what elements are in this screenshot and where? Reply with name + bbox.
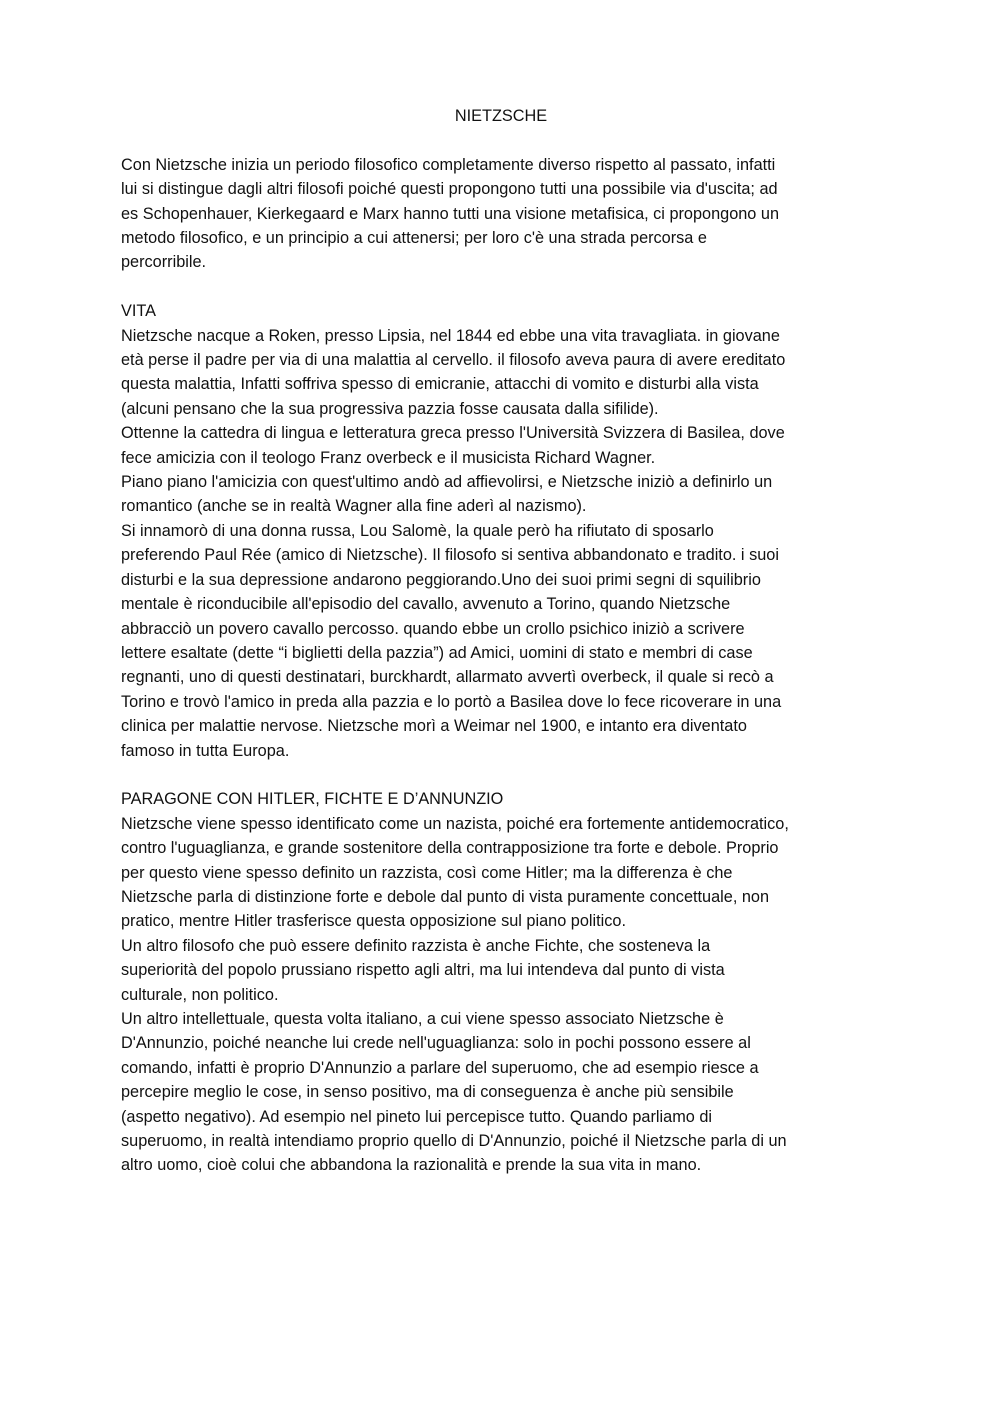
spacer	[121, 128, 881, 152]
vita-line: Si innamorò di una donna russa, Lou Salomè, la quale però ha rifiutato di sposarlo	[121, 521, 714, 540]
intro-line: Con Nietzsche inizia un periodo filosofico completamente diverso rispetto al passato, infatti	[121, 155, 776, 174]
paragone-line: Nietzsche parla di distinzione forte e debole dal punto di vista puramente concettuale, non	[121, 887, 770, 906]
vita-line: clinica per malattie nervose. Nietzsche morì a Weimar nel 1900, e intanto era diventato	[121, 717, 747, 736]
paragone-line: Nietzsche viene spesso identificato come un nazista, poiché era fortemente antidemocratico,	[121, 814, 789, 833]
vita-line: regnanti, uno di questi destinatari, burckhardt, allarmato avvertì overbeck, il quale si recò a	[121, 668, 774, 687]
vita-line: Nietzsche nacque a Roken, presso Lipsia, nel 1844 ed ebbe una vita travagliata. in giovane	[121, 326, 780, 345]
paragone-line: superuomo, in realtà intendiamo proprio quello di D'Annunzio, poiché il Nietzsche parla di un	[121, 1132, 787, 1151]
vita-line: preferendo Paul Rée (amico di Nietzsche). Il filosofo si sentiva abbandonato e tradito. i suoi	[121, 546, 779, 565]
vita-line: romantico (anche se in realtà Wagner alla fine aderì al nazismo).	[121, 497, 587, 516]
paragone-line: Un altro filosofo che può essere definito razzista è anche Fichte, che sosteneva la	[121, 936, 711, 955]
paragone-line: pratico, mentre Hitler trasferisce questa opposizione sul piano politico.	[121, 912, 626, 931]
vita-line: mentale è riconducibile all'episodio del cavallo, avvenuto a Torino, quando Nietzsche	[121, 595, 731, 614]
document-body	[121, 104, 881, 1178]
intro-paragraph	[121, 153, 881, 275]
intro-line: es Schopenhauer, Kierkegaard e Marx hanno tutti una visione metafisica, ci propongono un	[121, 204, 779, 223]
section-heading-paragone: PARAGONE CON HITLER, FICHTE E D’ANNUNZIO	[121, 790, 504, 809]
vita-line: abbracciò un povero cavallo percosso. quando ebbe un crollo psichico iniziò a scrivere	[121, 619, 745, 638]
paragone-line: Un altro intellettuale, questa volta italiano, a cui viene spesso associato Nietzsche è	[121, 1009, 724, 1028]
paragone-line: superiorità del popolo prussiano rispetto agli altri, ma lui intendeva dal punto di vista	[121, 961, 725, 980]
document-title: NIETZSCHE	[454, 107, 548, 125]
paragone-line: (aspetto negativo). Ad esempio nel pineto lui percepisce tutto. Quando parliamo di	[121, 1107, 713, 1126]
spacer	[121, 275, 881, 299]
vita-line: famoso in tutta Europa.	[121, 741, 290, 760]
intro-line: lui si distingue dagli altri filosofi poiché questi propongono tutti una possibile via d'uscita; ad	[121, 180, 778, 199]
spacer	[121, 763, 881, 787]
paragone-line: culturale, non politico.	[121, 985, 279, 1004]
vita-line: questa malattia, Infatti soffriva spesso di emicranie, attacchi di vomito e disturbi alla vista	[121, 375, 759, 394]
paragone-line: contro l'uguaglianza, e grande sostenitore della contrapposizione tra forte e debole. Proprio	[121, 839, 779, 858]
vita-line: lettere esaltate (dette “i biglietti della pazzia”) ad Amici, uomini di stato e membri di case	[121, 643, 753, 662]
paragone-paragraph	[121, 812, 881, 1178]
vita-line: Piano piano l'amicizia con quest'ultimo andò ad affievolirsi, e Nietzsche iniziò a definirlo un	[121, 473, 773, 492]
vita-line: (alcuni pensano che la sua progressiva pazzia fosse causata dalla sifilide).	[121, 399, 659, 418]
vita-line: Ottenne la cattedra di lingua e letteratura greca presso l'Università Svizzera di Basilea, dove	[121, 424, 785, 443]
intro-line: percorribile.	[121, 253, 207, 272]
vita-line: disturbi e la sua depressione andarono peggiorando.Uno dei suoi primi segni di squilibrio	[121, 570, 761, 589]
intro-line: metodo filosofico, e un principio a cui attenersi; per loro c'è una strada percorsa e	[121, 229, 707, 248]
paragone-line: percepire meglio le cose, in senso positivo, ma di conseguenza è anche più sensibile	[121, 1083, 734, 1102]
section-heading-vita: VITA	[121, 302, 156, 321]
paragone-line: D'Annunzio, poiché neanche lui crede nell'uguaglianza: solo in pochi possono essere al	[121, 1034, 751, 1053]
paragone-line: per questo viene spesso definito un razzista, così come Hitler; ma la differenza è che	[121, 863, 733, 882]
vita-paragraph	[121, 324, 881, 763]
vita-line: età perse il padre per via di una malattia al cervello. il filosofo aveva paura di avere ereditato	[121, 351, 786, 370]
paragone-line: altro uomo, cioè colui che abbandona la razionalità e prende la sua vita in mano.	[121, 1156, 702, 1175]
vita-line: fece amicizia con il teologo Franz overbeck e il musicista Richard Wagner.	[121, 448, 656, 467]
vita-line: Torino e trovò l'amico in preda alla pazzia e lo portò a Basilea dove lo fece ricoverare in una	[121, 692, 782, 711]
paragone-line: comando, infatti è proprio D'Annunzio a parlare del superuomo, che ad esempio riesce a	[121, 1058, 759, 1077]
